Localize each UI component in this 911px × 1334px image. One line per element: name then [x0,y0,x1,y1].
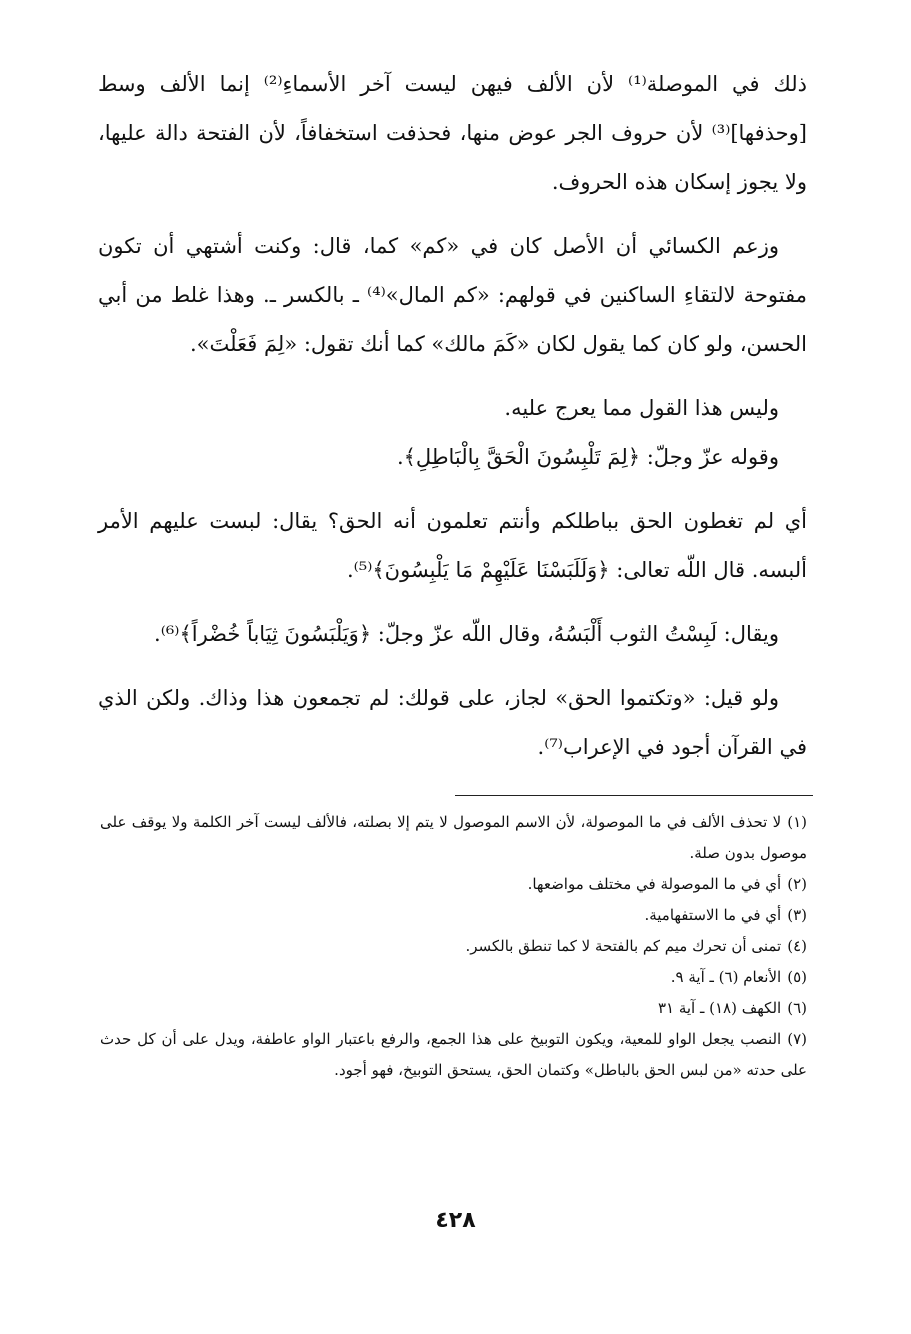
footnote-number: (٤) [787,937,807,955]
paragraph-3: وليس هذا القول مما يعرج عليه. [504,396,779,420]
page-number: ٤٢٨ [435,1208,476,1233]
paragraph-2: وزعم الكسائي أن الأصل كان في «كم» كما، قال: وكنت أشتهي أن تكون مفتوحة لالتقاءِ الساكنين في قولهم: «كم المال»⁽⁴⁾ ـ بالكسر ـ. وهذا غلط من أبي الحسن، ولو كان كما يقول لكان «كَمَ مالك» كما أنك تقول: «لِمَ فَعَلْتَ». [98,234,807,356]
footnote-5 [100,962,807,993]
main-text [98,60,807,772]
footnote-text: النصب يجعل الواو للمعية، ويكون التوبيخ على هذا الجمع، والرفع باعتبار الواو عاطفة، ويدل على أن كل حدث على حدته «من لبس الحق بالباطل» وكتمان الحق، يستحق التوبيخ، فهو أجود. [100,1030,807,1079]
footnote-1 [100,807,807,869]
footnote-3 [100,900,807,931]
footnote-number: (٢) [787,875,807,893]
footnote-text: الكهف (١٨) ـ آية ٣١ [657,999,782,1017]
footnote-text: تمنى أن تحرك ميم كم بالفتحة لا كما تنطق بالكسر. [465,937,782,955]
footnote-number: (٧) [787,1030,807,1048]
paragraph-1: ذلك في الموصلة⁽¹⁾ لأن الألف فيهن ليست آخر الأسماءِ⁽²⁾ إنما الألف وسط [وحذفها]⁽³⁾ لأن حروف الجر عوض منها، فحذفت استخفافاً، لأن الفتحة دالة عليها، ولا يجوز إسكان هذه الحروف. [98,72,807,194]
footnote-number: (٦) [787,999,807,1017]
footnote-2 [100,869,807,900]
footnote-divider [455,795,813,796]
footnote-7 [100,1024,807,1086]
footnote-number: (٥) [787,968,807,986]
footnote-text: أي في ما الاستفهامية. [644,906,782,924]
footnote-number: (٣) [787,906,807,924]
footnote-4 [100,931,807,962]
footnote-text: لا تحذف الألف في ما الموصولة، لأن الاسم الموصول لا يتم إلا بصلته، فالألف ليست آخر الكلمة ولا يوقف على موصول بدون صلة. [100,813,807,862]
footnote-text: أي في ما الموصولة في مختلف مواضعها. [527,875,782,893]
paragraph-4: وقوله عزّ وجلّ: ﴿لِمَ تَلْبِسُونَ الْحَقَّ بِالْبَاطِلِ﴾. [396,445,779,469]
footnote-text: الأنعام (٦) ـ آية ٩. [670,968,782,986]
paragraph-5: أي لم تغطون الحق بباطلكم وأنتم تعلمون أنه الحق؟ يقال: لبست عليهم الأمر ألبسه. قال اللّه تعالى: ﴿وَلَلَبَسْنَا عَلَيْهِمْ مَا يَلْبِسُونَ﴾⁽⁵⁾. [98,509,807,582]
paragraph-6: ويقال: لَبِسْتُ الثوب أَلْبَسُهُ، وقال اللّه عزّ وجلّ: ﴿وَيَلْبَسُونَ ثِيَاباً خُضْراً﴾⁽⁶⁾. [154,622,779,646]
footnotes [100,807,807,1086]
footnote-6 [100,993,807,1024]
footnote-number: (١) [787,813,807,831]
paragraph-7: ولو قيل: «وتكتموا الحق» لجاز، على قولك: لم تجمعون هذا وذاك. ولكن الذي في القرآن أجود في الإعراب⁽⁷⁾. [98,686,807,759]
